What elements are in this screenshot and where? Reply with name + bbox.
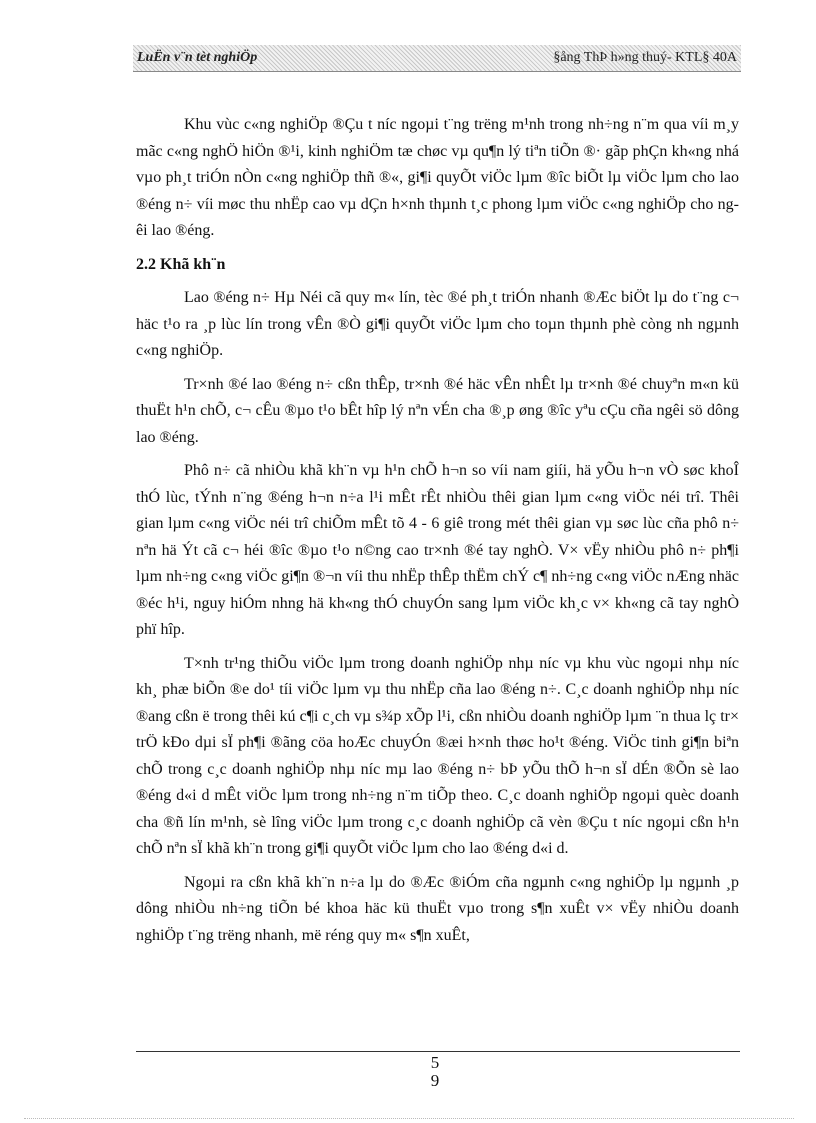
page-number: 5 xyxy=(430,1053,440,1072)
page-number-secondary: 9 xyxy=(430,1071,440,1090)
section-heading: 2.2 Khã kh¨n xyxy=(136,255,226,273)
paragraph: Khu vùc c«ng nghiÖp ®Çu t níc ngoµi t¨ng trëng m¹nh trong nh÷ng n¨m qua víi m¸y mãc c«ng nghÖ hiÖn ®¹i, kinh nghiÖm tæ chøc vµ qu¶n lý tiªn tiÕn ®· gãp phÇn kh«ng nhá vµo ph¸t triÓn nÒn c«ng nghiÖp thñ ®«, gi¶i quyÕt viÖc lµm ®îc biÕt lµ viÖc lµm cho lao ®éng n÷ víi møc thu nhËp cao vµ dÇn h×nh thµnh t¸c phong lµm viÖc c«ng nghiÖp cho ngêi lao ®éng. xyxy=(136,116,739,239)
header-thesis-title: LuËn v¨n tèt nghiÖp xyxy=(137,50,258,65)
paragraph: Ngoµi ra cßn khã kh¨n n÷a lµ do ®Æc ®iÓm cña ngµnh c«ng nghiÖp lµ ngµnh ¸p dông nhiÒu nh÷ng tiÕn bé khoa häc kü thuËt vµo trong s¶n xuÊt v× vËy nhiÒu doanh nghiÖp t¨ng trëng nhanh, më réng quy m« s¶n xuÊt, xyxy=(136,873,739,944)
paragraph: Phô n÷ cã nhiÒu khã kh¨n vµ h¹n chÕ h¬n so víi nam giíi, hä yÕu h¬n vÒ søc khoÎ thÓ lùc, tÝnh n¨ng ®éng h¬n n÷a l¹i mÊt rÊt nhiÒu thêi gian lµm c«ng viÖc néi trî. Thêi gian lµm c«ng viÖc néi trî chiÕm mÊt tõ 4 - 6 giê trong mét thêi gian vµ søc lùc cña phô n÷ nªn hä Ýt cã c¬ héi ®îc ®µo t¹o n©ng cao tr×nh ®é tay nghÒ. V× vËy nhiÒu phô n÷ ph¶i lµm nh÷ng c«ng viÖc gi¶n ®¬n víi thu nhËp thÊp thËm chÝ c¶ nh÷ng c«ng viÖc nÆng nhäc ®éc h¹i, nguy hiÓm nhng hä kh«ng thÓ chuyÓn sang lµm viÖc kh¸c v× kh«ng cã tay nghÒ phï hîp. xyxy=(136,462,739,638)
paragraph: Lao ®éng n÷ Hµ Néi cã quy m« lín, tèc ®é ph¸t triÓn nhanh ®Æc biÖt lµ do t¨ng c¬ häc t¹o ra ¸p lùc lín trong vÊn ®Ò gi¶i quyÕt viÖc lµm cho toµn thµnh phè còng nh ngµnh c«ng nghiÖp. xyxy=(136,289,739,359)
footer-divider xyxy=(136,1051,740,1052)
paragraph: T×nh tr¹ng thiÕu viÖc lµm trong doanh nghiÖp nhµ níc vµ khu vùc ngoµi nhµ níc kh¸ phæ biÕn ®e do¹ tíi viÖc lµm vµ thu nhËp cña lao ®éng n÷. C¸c doanh nghiÖp nhµ níc ®ang cßn ë trong thêi kú c¶i c¸ch vµ s¾p xÕp l¹i, cßn nhiÒu doanh nghiÖp lµm ¨n thua lç tr× trÖ kÐo dµi sÏ ph¶i ®ãng cöa hoÆc chuyÓn ®æi h×nh thøc ho¹t ®éng. ViÖc tinh gi¶n biªn chÕ trong c¸c doanh nghiÖp nhµ níc mµ lao ®éng n÷ bÞ yÕu thÕ h¬n sÏ dÉn ®Õn sè lao ®éng d«i d mÊt viÖc lµm trong nh÷ng n¨m tiÕp theo. C¸c doanh nghiÖp ngoµi quèc doanh cha ®ñ lín m¹nh, sè lîng viÖc lµm trong c¸c doanh nghiÖp cã vèn ®Çu t níc ngoµi cßn h¹n chÕ nªn sÏ khã kh¨n trong gi¶i quyÕt viÖc lµm cho lao ®éng d«i d. xyxy=(136,654,739,857)
paragraph: Tr×nh ®é lao ®éng n÷ cßn thÊp, tr×nh ®é häc vÊn nhÊt lµ tr×nh ®é chuyªn m«n kü thuËt h¹n chÕ, c¬ cÊu ®µo t¹o bÊt hîp lý nªn vÉn cha ®¸p øng ®îc yªu cÇu cña ngêi sö dông lao ®éng. xyxy=(136,375,739,446)
page-bottom-edge xyxy=(24,1118,794,1119)
header-author: §ång ThÞ h»ng thuý- KTL§ 40A xyxy=(553,50,737,65)
page-header xyxy=(133,45,741,72)
body-text xyxy=(136,112,739,956)
